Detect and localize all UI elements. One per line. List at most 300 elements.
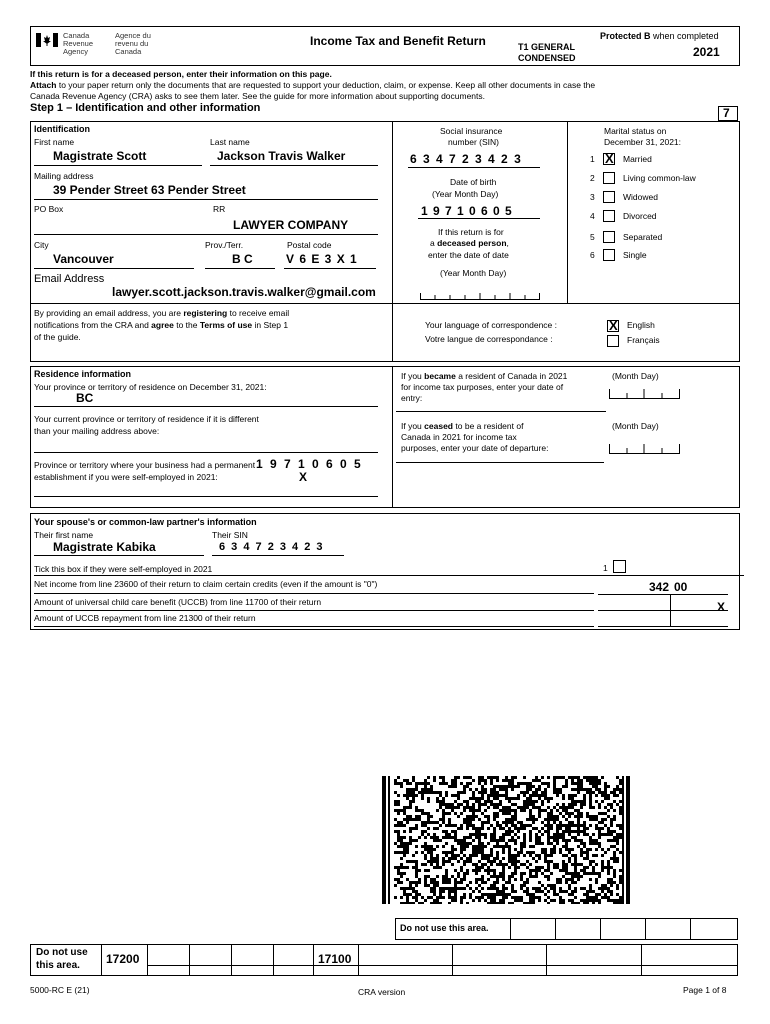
barcode-module [538,857,541,860]
agency-en: Canada Revenue Agency [63,31,94,56]
barcode-module [457,797,460,800]
first-name-label: First name [34,137,75,147]
barcode-module [574,881,577,884]
city-line [34,268,194,269]
barcode-module [472,899,475,902]
barcode-module [556,842,559,845]
barcode-module [442,863,445,866]
barcode-module [523,845,526,848]
barcode-module [574,896,577,899]
residence-business-2: establishment if you were self-employed in 2021: [34,472,218,482]
barcode-module [436,809,439,812]
marital-num-2: 2 [590,173,595,183]
barcode-module [514,878,517,881]
dnu-cell-2 [555,918,556,940]
became-line-2: for income tax purposes, enter your date of [401,382,564,392]
marital-num-6: 6 [590,250,595,260]
spouse-sin[interactable]: 6 3 4 7 2 3 4 2 3 [219,541,325,553]
email-value[interactable]: lawyer.scott.jackson.travis.walker@gmail.com [112,285,376,299]
barcode-module [565,785,568,788]
marital-checkbox-married[interactable] [603,153,615,165]
barcode-module [439,839,442,842]
barcode-module [619,851,622,854]
marital-divider [567,121,568,303]
sin-label-1: Social insurance [440,126,503,136]
barcode-module [574,794,577,797]
barcode-module [415,851,418,854]
postal-line [284,268,376,269]
barcode-module [454,785,457,788]
city-value[interactable]: Vancouver [53,252,114,266]
deceased-bold: deceased person [437,238,507,248]
spouse-box-num: 1 [603,563,608,573]
spouse-net-underline [598,594,728,595]
barcode-module [562,902,565,904]
residence-business-overlay[interactable]: 1 9 7 1 0 6 0 5 [256,457,363,471]
barcode-module [619,836,622,839]
date-of-death-field[interactable] [420,287,540,296]
barcode-module [409,842,412,845]
barcode-module [421,797,424,800]
spouse-sin-label: Their SIN [212,530,248,540]
departure-date-field[interactable] [609,441,680,451]
barcode-module [595,794,598,797]
attach-word: Attach [30,80,57,90]
marital-checkbox-common-law[interactable] [603,172,615,184]
barcode-module [535,800,538,803]
barcode-module [484,809,487,812]
barcode-module [523,872,526,875]
residence-current-2: than your mailing address above: [34,426,160,436]
step-heading: Step 1 – Identification and other information [30,102,261,114]
deceased-label-2 [430,238,509,248]
postal-label: Postal code [287,240,332,250]
residence-current-1: Your current province or territory of residence if it is different [34,414,259,424]
barcode-module [463,878,466,881]
barcode-module [463,791,466,794]
barcode-module [517,785,520,788]
barcode-module [613,809,616,812]
spouse-uccb-label: Amount of universal child care benefit (UCCB) from line 11700 of their return [34,597,322,607]
barcode-module [574,803,577,806]
spouse-uccb-underline [598,610,728,611]
barcode-module [541,803,544,806]
barcode-module [616,887,619,890]
consent-line-1 [34,308,289,318]
sin-value[interactable]: 6 3 4 7 2 3 4 2 3 [410,152,523,166]
barcode-module [460,902,463,904]
barcode-module [607,797,610,800]
marital-num-3: 3 [590,192,595,202]
barcode-module [415,839,418,842]
barcode-module [538,815,541,818]
barcode-module [562,797,565,800]
footer-col-9 [546,944,547,976]
barcode-module [409,782,412,785]
spouse-name-line [34,555,204,556]
barcode-module [532,821,535,824]
barcode-module [406,866,409,869]
marital-checkbox-divorced[interactable] [603,210,615,222]
barcode-guard [622,776,624,904]
barcode-module [448,902,451,904]
mailing-value[interactable]: 39 Pender Street 63 Pender Street [53,183,246,197]
barcode-module [463,848,466,851]
last-name-value[interactable]: Jackson Travis Walker [217,149,346,163]
dnu-cell-1 [510,918,511,940]
barcode-module [598,875,601,878]
barcode-module [505,887,508,890]
barcode-module [619,800,622,803]
barcode-module [457,815,460,818]
marital-label-separated: Separated [623,232,663,242]
marital-num-1: 1 [590,154,595,164]
footer-page: Page 1 of 8 [683,985,727,995]
barcode-module [463,863,466,866]
barcode-module [505,896,508,899]
barcode-module [427,827,430,830]
barcode-module [424,863,427,866]
barcode-module [415,827,418,830]
spouse-first-name[interactable]: Magistrate Kabika [53,540,156,554]
footer-version: CRA version [358,987,406,997]
spouse-net-dollars[interactable]: 342 [649,580,670,594]
barcode-module [502,851,505,854]
spouse-self-employed-checkbox[interactable] [613,560,626,573]
form-title: Income Tax and Benefit Return [310,34,486,48]
residence-divider [392,366,393,508]
sin-label-2: number (SIN) [448,137,500,147]
barcode-module [547,785,550,788]
became-c: a resident of Canada in 2021 [458,371,568,381]
deceased-label-4: (Year Month Day) [440,268,507,278]
footer-do-not-use-2: this area. [36,960,80,971]
barcode-module [517,797,520,800]
ceased-line-3: purposes, enter your date of departure: [401,443,549,453]
last-name-label: Last name [210,137,250,147]
marital-label-1: Marital status on [604,126,667,136]
spouse-net-income-label: Net income from line 23600 of their return to claim certain credits (even if the amount is "0") [34,579,378,589]
footer-col-6 [313,944,314,976]
barcode-module [547,890,550,893]
barcode-module [589,848,592,851]
barcode-module [517,830,520,833]
barcode-module [424,899,427,902]
prov-value[interactable]: B C [232,252,253,266]
barcode-module [547,878,550,881]
barcode-module [412,800,415,803]
barcode-module [583,803,586,806]
marital-label-common-law: Living common-law [623,173,696,183]
barcode-module [394,896,397,899]
first-name-value[interactable]: Magistrate Scott [53,149,147,163]
barcode-module [412,854,415,857]
barcode-module [484,845,487,848]
barcode-module [424,836,427,839]
ceased-line-1 [401,421,523,431]
prov-line [205,268,275,269]
barcode-module [454,899,457,902]
rr-value[interactable]: LAWYER COMPANY [233,218,349,232]
dnu-cell-5 [690,918,691,940]
protected-b: Protected B [600,31,651,41]
consent-1a: By providing an email address, you are [34,308,184,318]
barcode-module [496,815,499,818]
consent-terms[interactable]: Terms of use [199,320,253,330]
dob-label-1: Date of birth [450,177,497,187]
first-name-line [34,165,202,166]
do-not-use-label: Do not use this area. [400,923,489,933]
barcode-module [418,881,421,884]
barcode-module [406,821,409,824]
barcode-module [502,902,505,904]
marital-label-2: December 31, 2021: [604,137,682,147]
barcode-module [430,815,433,818]
id-lower-divider [30,303,740,304]
dob-value[interactable]: 1 9 7 1 0 6 0 5 [421,204,513,218]
barcode-module [427,776,430,779]
barcode-module [580,806,583,809]
barcode-module [463,896,466,899]
barcode-module [487,842,490,845]
sin-line [408,167,540,168]
barcode-module [550,827,553,830]
barcode-module [463,809,466,812]
barcode-module [514,776,517,779]
barcode-module [592,902,595,904]
barcode-module [607,785,610,788]
barcode-module [487,878,490,881]
language-checkbox-francais[interactable] [607,335,619,347]
ceased-a: If you [401,421,422,431]
footer-col-7 [358,944,359,976]
barcode-module [610,884,613,887]
barcode-module [535,860,538,863]
marital-num-5: 5 [590,232,595,242]
attach-notice-2: Canada Revenue Agency (CRA) asks to see them later. See the guide for more information about supporting documents. [30,91,486,101]
barcode-module [484,782,487,785]
form-name-line1: T1 GENERAL [518,42,576,52]
footer-col-10 [641,944,642,976]
barcode-module [538,899,541,902]
spouse-net-cents[interactable]: 00 [674,580,688,594]
barcode-module [523,776,526,779]
barcode-module [619,782,622,785]
language-label-fr: Votre langue de correspondance : [425,334,553,344]
barcode-module [487,806,490,809]
barcode-module [598,902,601,904]
barcode-module [514,872,517,875]
barcode-module [568,839,571,842]
residence-current-line [34,452,378,453]
barcode-module [532,845,535,848]
consent-2c: in Step 1 [252,320,289,330]
barcode-module [619,869,622,872]
step-number: 7 [723,106,730,120]
dnu-cell-3 [600,918,601,940]
barcode-module [535,818,538,821]
barcode-module [436,827,439,830]
residence-business-x: X [299,470,308,484]
barcode-module [529,863,532,866]
barcode-module [460,827,463,830]
marital-checkbox-single[interactable] [603,249,615,261]
barcode-module [400,785,403,788]
spouse-row-line-4 [34,626,594,627]
barcode-module [586,866,589,869]
barcode-module [610,893,613,896]
protected-suffix: when completed [653,31,719,41]
marital-label-married: Married [623,154,652,164]
barcode-module [529,839,532,842]
barcode-module [607,872,610,875]
barcode-module [619,902,622,904]
barcode [382,776,632,904]
spouse-repay-underline [598,626,728,627]
barcode-module [445,842,448,845]
barcode-module [403,854,406,857]
barcode-module [598,782,601,785]
barcode-module [595,863,598,866]
barcode-module [586,902,589,904]
footer-col-4 [231,944,232,976]
barcode-module [478,899,481,902]
barcode-module [442,845,445,848]
barcode-module [517,854,520,857]
attach-text: to your paper return only the documents that are requested to support your deduction, claim, or expense. Keep all other documents in case the [58,80,596,90]
barcode-module [484,881,487,884]
barcode-module [400,896,403,899]
form-name-line2: CONDENSED [518,53,576,63]
residence-heading: Residence information [34,369,132,379]
barcode-module [418,836,421,839]
became-line-3: entry: [401,393,423,403]
barcode-module [406,851,409,854]
barcode-module [526,881,529,884]
spouse-sin-line [212,555,344,556]
spouse-row-line-3 [34,610,594,611]
footer-mid-line [147,965,738,966]
barcode-module [568,815,571,818]
barcode-module [502,857,505,860]
email-label: Email Address [34,273,105,285]
barcode-module [415,845,418,848]
identification-heading: Identification [34,124,90,134]
residence-prov-question: Your province or territory of residence on December 31, 2021: [34,382,267,392]
marital-check-married: X [605,151,614,166]
language-checkbox-english[interactable] [607,320,619,332]
barcode-module [448,812,451,815]
consent-2b: to the [173,320,200,330]
agency-fr: Agence du revenu du Canada [115,31,151,56]
barcode-module [466,845,469,848]
barcode-module [403,830,406,833]
consent-agree: agree [151,320,174,330]
barcode-module [523,809,526,812]
po-line [34,234,378,235]
barcode-module [559,881,562,884]
barcode-module [547,776,550,779]
barcode-module [577,833,580,836]
barcode-module [472,890,475,893]
barcode-module [619,791,622,794]
mailing-line [34,199,378,200]
barcode-module [466,872,469,875]
deceased-a: a [430,238,438,248]
barcode-module [547,902,550,904]
protected-label [600,31,719,41]
barcode-module [496,779,499,782]
barcode-module [598,806,601,809]
residence-business-line [34,496,378,497]
barcode-module [586,827,589,830]
barcode-module [616,794,619,797]
marital-checkbox-separated[interactable] [603,231,615,243]
barcode-module [604,851,607,854]
barcode-module [397,776,400,779]
spouse-x-mark: X [717,600,726,614]
ceased-c: to be a resident of [455,421,524,431]
barcode-module [475,872,478,875]
spouse-row-line-2 [34,593,594,594]
dob-label-2: (Year Month Day) [432,189,499,199]
barcode-module [460,881,463,884]
barcode-module [556,794,559,797]
barcode-module [463,887,466,890]
barcode-module [484,836,487,839]
barcode-module [481,827,484,830]
barcode-module [457,860,460,863]
barcode-module [475,854,478,857]
barcode-module [550,872,553,875]
ceased-line-2: Canada in 2021 for income tax [401,432,517,442]
barcode-module [613,818,616,821]
barcode-module [439,824,442,827]
deceased-label-3: enter the date of date [428,250,509,260]
attach-notice [30,80,595,90]
barcode-module [466,902,469,904]
barcode-module [412,902,415,904]
barcode-module [607,848,610,851]
barcode-module [523,827,526,830]
barcode-module [436,875,439,878]
marital-num-4: 4 [590,211,595,221]
residence-prov-answer[interactable]: BC [76,391,94,405]
language-label-en: Your language of correspondence : [425,320,558,330]
barcode-module [397,794,400,797]
barcode-module [574,890,577,893]
ceased-divider [396,462,604,463]
rr-label: RR [213,204,226,214]
barcode-module [445,794,448,797]
barcode-module [619,827,622,830]
spouse-heading: Your spouse's or common-law partner's information [34,517,257,527]
barcode-module [403,824,406,827]
consent-registering: registering [183,308,228,318]
barcode-module [601,800,604,803]
barcode-module [595,881,598,884]
barcode-module [514,842,517,845]
entry-date-field[interactable] [609,386,680,396]
barcode-module [517,836,520,839]
barcode-guard [388,776,390,904]
barcode-module [415,884,418,887]
footer-col-3 [189,944,190,976]
marital-checkbox-widowed[interactable] [603,191,615,203]
postal-value[interactable]: V 6 E 3 X 1 [286,252,358,266]
barcode-module [577,902,580,904]
spouse-row-line-1 [34,575,744,576]
